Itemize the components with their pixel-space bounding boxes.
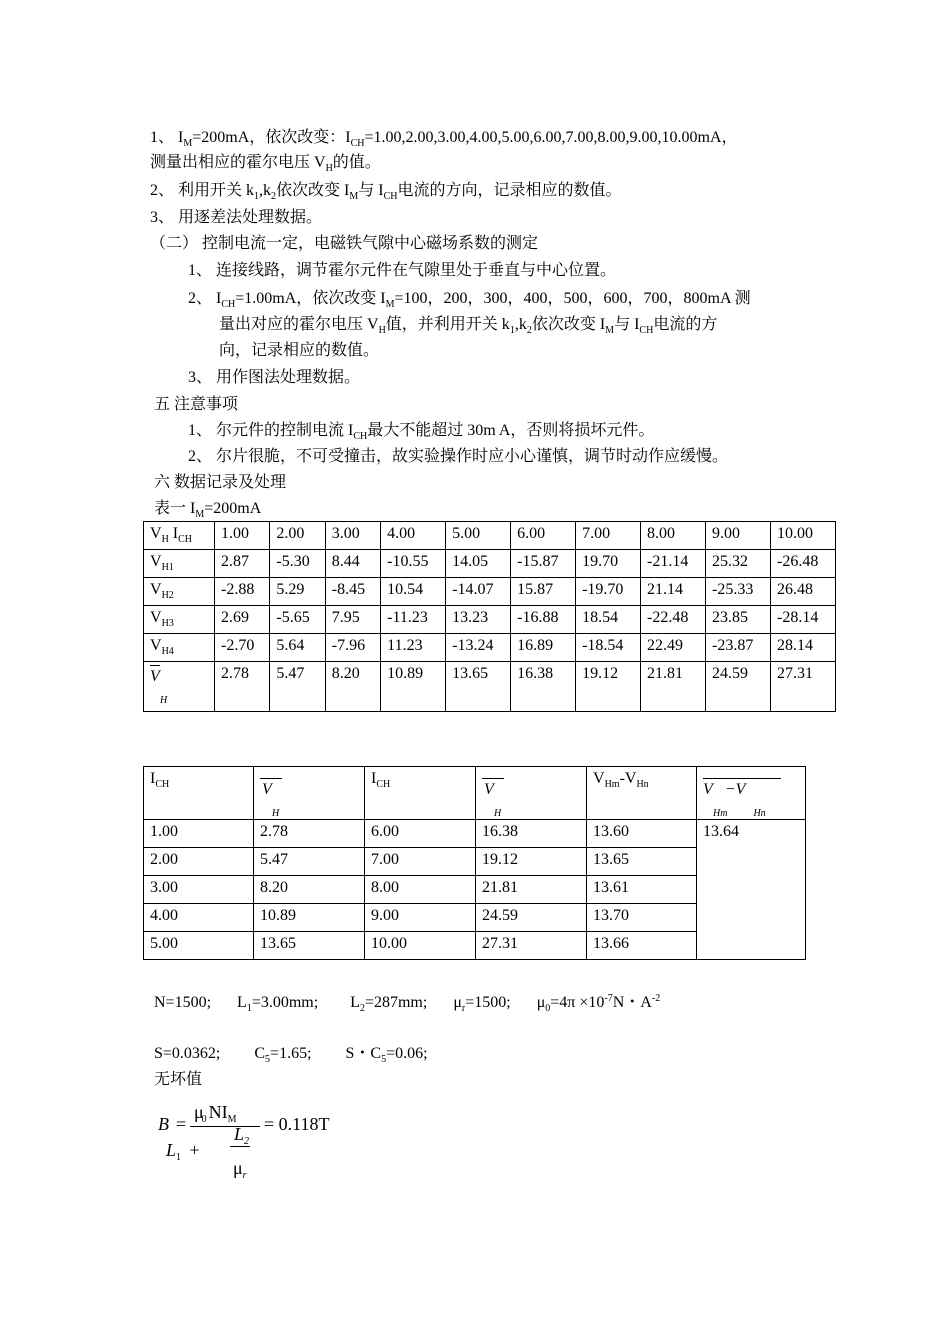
current-cell: 7.00	[576, 522, 641, 550]
formula-result: = 0.118T	[264, 1114, 330, 1134]
cell: 6.00	[365, 820, 476, 848]
subscript: 2	[244, 1136, 250, 1147]
subscript: M	[183, 138, 193, 149]
step-2-text-a: 2、 利用开关 k	[150, 182, 255, 199]
formula-numerator	[194, 1102, 237, 1125]
value-cell: 21.14	[641, 578, 706, 606]
subscript: M	[385, 299, 395, 310]
s2-text-d: 量出对应的霍尔电压 V	[219, 316, 379, 333]
h-i: I	[150, 770, 156, 787]
section-5-title: 五 注意事项	[154, 396, 239, 413]
subscript: 0	[545, 1003, 551, 1014]
subscript: Hn	[636, 779, 649, 790]
subscript: CH	[221, 299, 236, 310]
diff-v: V	[593, 770, 605, 787]
avg-cell: 19.12	[576, 662, 641, 712]
vh-bar: V	[260, 778, 282, 799]
value-cell: 11.23	[381, 634, 446, 662]
cell: 13.61	[587, 876, 697, 904]
current-cell: 5.00	[446, 522, 511, 550]
subscript: H	[325, 163, 333, 174]
header-avg-diff	[697, 767, 806, 820]
param-mu0-value: =4π ×10	[550, 994, 605, 1011]
value-cell: -7.96	[325, 634, 380, 662]
section-6-title: 六 数据记录及处理	[154, 474, 287, 491]
row-label-v: V	[150, 553, 162, 570]
s2-text-a: 2、 I	[188, 290, 222, 307]
superscript: -2	[651, 993, 661, 1004]
value-cell: -25.33	[706, 578, 771, 606]
subscript: 2	[271, 191, 277, 202]
subscript: CH	[155, 779, 170, 790]
note-1	[188, 421, 654, 447]
num-ni: NI	[208, 1102, 228, 1122]
table-row	[144, 578, 836, 606]
section-2-title: （二） 控制电流一定，电磁铁气隙中心磁场系数的测定	[150, 235, 539, 252]
step-3-line: 3、 用逐差法处理数据。	[150, 209, 323, 226]
table-2-header-row	[144, 767, 806, 820]
header-corner	[144, 522, 215, 550]
value-cell: -15.87	[511, 550, 576, 578]
header-ich-1	[144, 767, 254, 820]
value-cell: 14.05	[446, 550, 511, 578]
value-cell: -19.70	[576, 578, 641, 606]
value-cell: -5.65	[270, 606, 325, 634]
avg-cell: 21.81	[641, 662, 706, 712]
row-label	[144, 550, 215, 578]
den-l2-text: L	[234, 1124, 245, 1144]
subscript: CH	[383, 191, 398, 202]
cell: 13.66	[587, 932, 697, 960]
den-mu	[233, 1158, 247, 1181]
param-mu0-unit: N・A	[612, 994, 652, 1011]
avg-minus: −V	[724, 781, 746, 798]
cell: 13.60	[587, 820, 697, 848]
param-l1: L	[237, 994, 247, 1011]
current-cell: 10.00	[770, 522, 835, 550]
value-cell: -8.45	[325, 578, 380, 606]
table-row	[144, 820, 806, 848]
cell: 10.89	[254, 904, 365, 932]
subscript: 0	[201, 1114, 207, 1125]
cell: 13.70	[587, 904, 697, 932]
header-ich-2	[365, 767, 476, 820]
subscript: CH	[350, 138, 365, 149]
value-cell: -23.87	[706, 634, 771, 662]
param-l2: L	[350, 994, 360, 1011]
caption-b: =200mA	[204, 500, 262, 517]
value-cell: -2.70	[215, 634, 270, 662]
subscript: H	[160, 695, 168, 706]
value-cell: 18.54	[576, 606, 641, 634]
current-cell: 8.00	[641, 522, 706, 550]
comma: ,k	[259, 182, 272, 199]
header-vh-1	[254, 767, 365, 820]
value-cell: 25.32	[706, 550, 771, 578]
value-cell: 26.48	[770, 578, 835, 606]
value-cell: 19.70	[576, 550, 641, 578]
row-label	[144, 578, 215, 606]
header-diff	[587, 767, 697, 820]
section-2-step-2	[188, 289, 751, 315]
current-cell: 6.00	[511, 522, 576, 550]
subscript: Hm	[713, 808, 728, 819]
subscript: 5	[381, 1054, 387, 1065]
value-cell: -10.55	[381, 550, 446, 578]
value-cell: -5.30	[270, 550, 325, 578]
table-1-header-row	[144, 522, 836, 550]
den-mu-text: μ	[233, 1158, 243, 1178]
formula-B: B	[158, 1114, 169, 1134]
subscript: H4	[161, 646, 174, 657]
param-c5-value: =1.65;	[270, 1045, 312, 1062]
current-cell: 4.00	[381, 522, 446, 550]
row-label-v: V	[150, 609, 162, 626]
row-label-v: V	[150, 581, 162, 598]
param-n: N=1500;	[154, 994, 212, 1011]
param-mur-value: =1500;	[465, 994, 511, 1011]
step-1-cont	[150, 153, 381, 179]
subscript: H2	[161, 590, 174, 601]
param-mu0: μ	[536, 994, 546, 1011]
cell: 21.81	[476, 876, 587, 904]
section-2-step-3: 3、 用作图法处理数据。	[188, 369, 361, 386]
avg-cell: 13.65	[446, 662, 511, 712]
cell: 4.00	[144, 904, 254, 932]
param-l2-value: =287mm;	[364, 994, 428, 1011]
section-2-step-2-end: 向，记录相应的数值。	[219, 342, 380, 359]
value-cell: 2.87	[215, 550, 270, 578]
subscript: H3	[161, 618, 174, 629]
current-cell: 9.00	[706, 522, 771, 550]
den-plus: +	[189, 1140, 200, 1160]
note-1-b: 最大不能超过 30m A，否则将损坏元件。	[367, 422, 655, 439]
num-mu: μ	[194, 1102, 204, 1122]
cell: 27.31	[476, 932, 587, 960]
avg-diff-value: 13.64	[697, 820, 806, 960]
s2-text-b: =1.00mA，依次改变 I	[235, 290, 386, 307]
subscript: H1	[161, 562, 174, 573]
step-1-text-b: =200mA，依次改变：I	[192, 129, 351, 146]
subscript: M	[195, 509, 205, 520]
avg-cell: 27.31	[770, 662, 835, 712]
step-2-text-d: 电流的方向，记录相应的数值。	[397, 182, 622, 199]
vh-bar: V	[482, 778, 504, 799]
current-cell: 2.00	[270, 522, 325, 550]
cell: 8.00	[365, 876, 476, 904]
avg-label	[144, 662, 215, 712]
corner-v: V	[150, 525, 162, 542]
subscript: 2	[359, 1003, 365, 1014]
subscript: Hm	[604, 779, 620, 790]
table-row	[144, 634, 836, 662]
value-cell: -13.24	[446, 634, 511, 662]
cell: 13.65	[587, 848, 697, 876]
diff-mid: -V	[619, 770, 637, 787]
data-table-2	[143, 766, 806, 960]
subscript: 1	[176, 1152, 182, 1163]
cell: 1.00	[144, 820, 254, 848]
value-cell: -16.88	[511, 606, 576, 634]
cell: 24.59	[476, 904, 587, 932]
den-l2	[234, 1124, 249, 1147]
note-1-a: 1、 尔元件的控制电流 I	[188, 422, 354, 439]
cell: 10.00	[365, 932, 476, 960]
step-1-text-a: 1、 I	[150, 129, 184, 146]
row-label-v: V	[150, 637, 162, 654]
value-cell: 10.54	[381, 578, 446, 606]
param-l1-value: =3.00mm;	[251, 994, 319, 1011]
table-avg-row	[144, 662, 836, 712]
avg-cell: 16.38	[511, 662, 576, 712]
param-sc: S・C	[345, 1045, 382, 1062]
current-cell: 3.00	[325, 522, 380, 550]
value-cell: 15.87	[511, 578, 576, 606]
cell: 2.78	[254, 820, 365, 848]
param-c5: C	[254, 1045, 266, 1062]
value-cell: 2.69	[215, 606, 270, 634]
value-cell: 16.89	[511, 634, 576, 662]
cell: 3.00	[144, 876, 254, 904]
step-2-line	[150, 181, 622, 207]
section-2-step-1: 1、 连接线路，调节霍尔元件在气隙里处于垂直与中心位置。	[188, 262, 617, 279]
corner-i: I	[172, 525, 179, 542]
params-line-2	[154, 1044, 428, 1070]
subscript: CH	[178, 534, 193, 545]
step-2-text-b: 依次改变 I	[276, 182, 350, 199]
value-cell: -11.23	[381, 606, 446, 634]
data-table-1	[143, 521, 836, 712]
cell: 9.00	[365, 904, 476, 932]
cell: 5.47	[254, 848, 365, 876]
value-cell: 8.44	[325, 550, 380, 578]
value-cell: -18.54	[576, 634, 641, 662]
step-1-text-c: =1.00,2.00,3.00,4.00,5.00,6.00,7.00,8.00,9.00,10.00mA，	[364, 129, 738, 146]
step-1-cont-text: 测量出相应的霍尔电压 V	[150, 154, 326, 171]
subscript: 1	[509, 325, 515, 336]
subscript: CH	[639, 325, 654, 336]
subscript: M	[227, 1114, 237, 1125]
ideal-label: 无坏值	[154, 1071, 203, 1088]
value-cell: 5.29	[270, 578, 325, 606]
subscript: M	[349, 191, 359, 202]
note-2: 2、 尔片很脆，不可受撞击，故实验操作时应小心谨慎，调节时动作应缓慢。	[188, 448, 729, 465]
formula-denominator	[166, 1140, 200, 1163]
subscript: H	[494, 808, 502, 819]
section-2-step-2-cont	[219, 315, 717, 341]
subscript: CH	[353, 431, 368, 442]
value-cell: -2.88	[215, 578, 270, 606]
value-cell: 28.14	[770, 634, 835, 662]
value-cell: 5.64	[270, 634, 325, 662]
subscript: 1	[254, 191, 260, 202]
avg-cell: 10.89	[381, 662, 446, 712]
avg-cell: 5.47	[270, 662, 325, 712]
subscript: M	[605, 325, 615, 336]
cell: 2.00	[144, 848, 254, 876]
step-1-line	[150, 128, 738, 154]
value-cell: 13.23	[446, 606, 511, 634]
inner-fraction-bar	[230, 1146, 250, 1147]
avg-cell: 8.20	[325, 662, 380, 712]
cell: 19.12	[476, 848, 587, 876]
value-cell: 7.95	[325, 606, 380, 634]
params-line-1	[154, 989, 660, 1019]
fraction-bar	[190, 1126, 260, 1127]
subscript: r	[461, 1003, 466, 1014]
cell: 7.00	[365, 848, 476, 876]
subscript: 2	[526, 325, 532, 336]
s2-text-f: 依次改变 I	[531, 316, 606, 333]
param-sc-value: =0.06;	[386, 1045, 428, 1062]
s2-text-h: 电流的方	[653, 316, 718, 333]
subscript: Hn	[753, 808, 766, 819]
subscript: 5	[265, 1054, 271, 1065]
cell: 16.38	[476, 820, 587, 848]
caption-a: 表一 I	[154, 500, 196, 517]
comma: ,k	[514, 316, 527, 333]
row-label	[144, 634, 215, 662]
avg-cell: 2.78	[215, 662, 270, 712]
subscript: H	[161, 534, 169, 545]
s2-text-e: 值，并利用开关 k	[385, 316, 510, 333]
row-label	[144, 606, 215, 634]
cell: 8.20	[254, 876, 365, 904]
formula-eq: =	[176, 1114, 187, 1134]
subscript: H	[378, 325, 386, 336]
value-cell: -21.14	[641, 550, 706, 578]
subscript: 1	[246, 1003, 252, 1014]
avg-v-bar: V	[150, 665, 160, 686]
avg-a: V	[703, 781, 713, 798]
step-2-text-c: 与 I	[358, 182, 384, 199]
den-l: L	[166, 1140, 177, 1160]
value-cell: -22.48	[641, 606, 706, 634]
subscript: CH	[376, 779, 391, 790]
value-cell: 22.49	[641, 634, 706, 662]
param-s: S=0.0362;	[154, 1045, 221, 1062]
value-cell: -14.07	[446, 578, 511, 606]
table-row	[144, 606, 836, 634]
value-cell: -28.14	[770, 606, 835, 634]
s2-text-g: 与 I	[614, 316, 640, 333]
subscript: H	[272, 808, 280, 819]
header-vh-2	[476, 767, 587, 820]
value-cell: -26.48	[770, 550, 835, 578]
avg-cell: 24.59	[706, 662, 771, 712]
cell: 5.00	[144, 932, 254, 960]
subscript: r	[242, 1170, 247, 1181]
param-mur: μ	[453, 994, 462, 1011]
step-1-cont-end: 的值。	[332, 154, 381, 171]
value-cell: 23.85	[706, 606, 771, 634]
s2-text-c: =100，200，300，400，500，600，700，800mA 测	[394, 290, 751, 307]
table-row	[144, 550, 836, 578]
current-cell: 1.00	[215, 522, 270, 550]
cell: 13.65	[254, 932, 365, 960]
superscript: -7	[604, 993, 613, 1004]
h-i: I	[371, 770, 377, 787]
